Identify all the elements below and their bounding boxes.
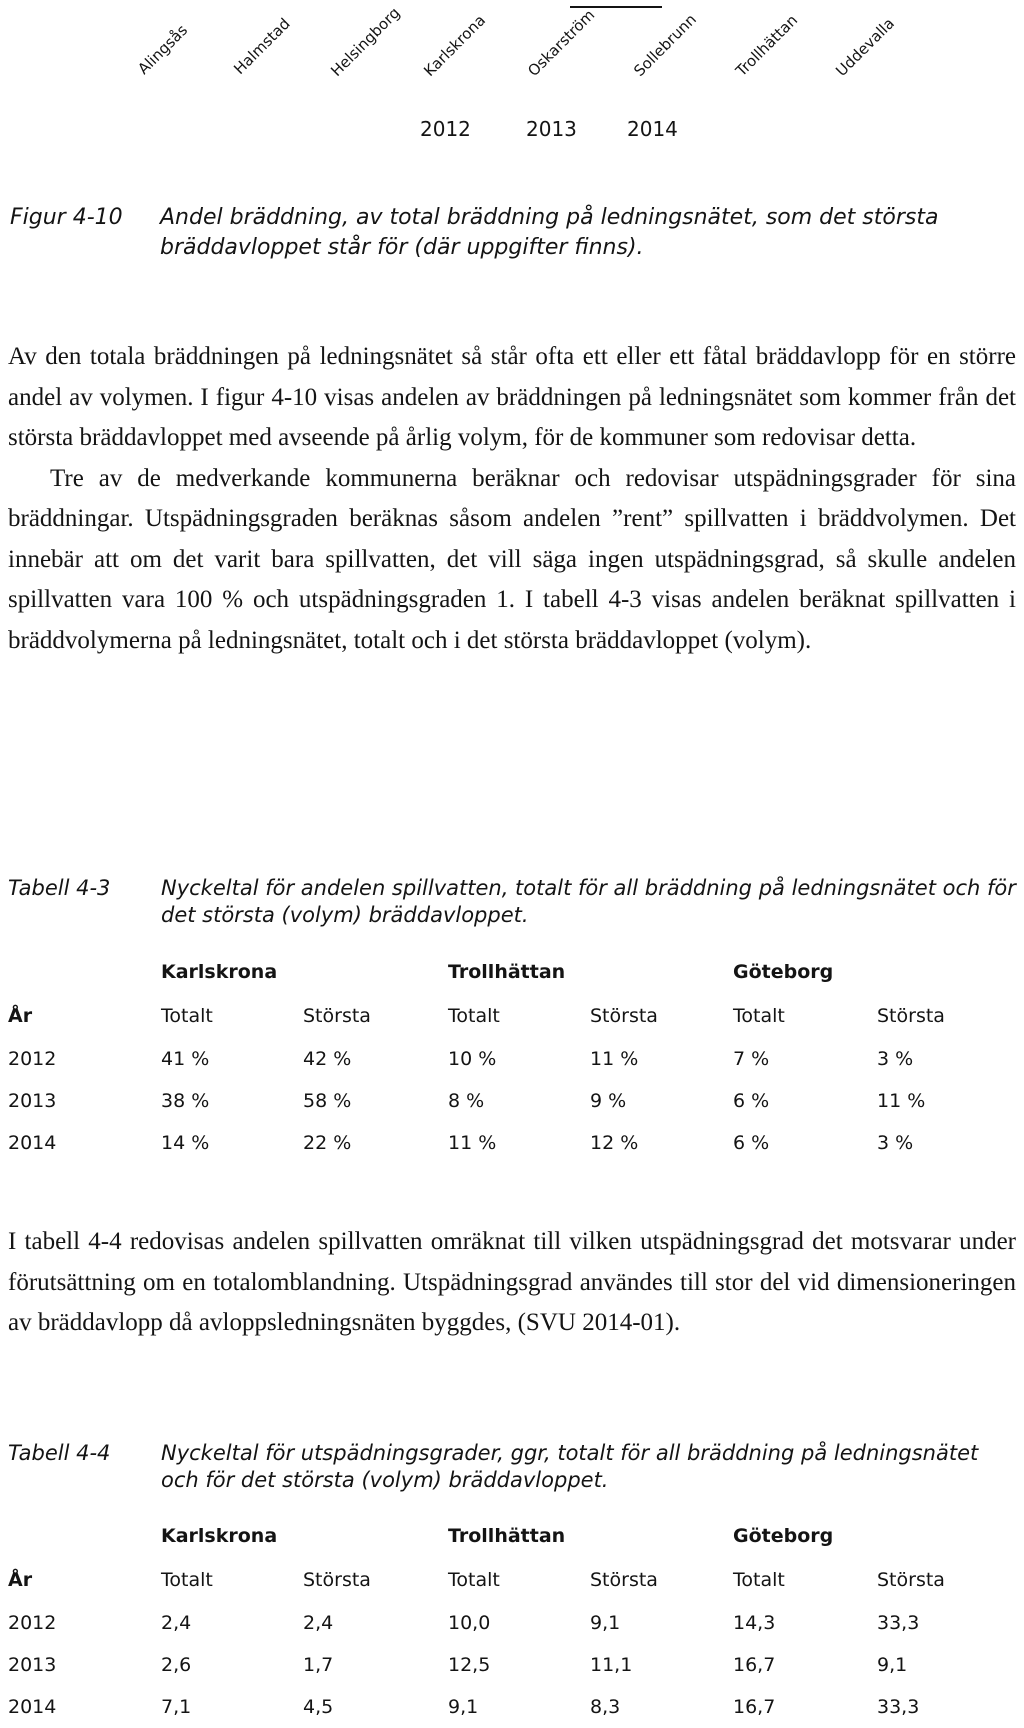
table-column-header: Största bbox=[877, 1005, 945, 1027]
table-row bbox=[8, 1686, 997, 1728]
table-cell: 12 % bbox=[590, 1132, 639, 1154]
table-cell: 14 % bbox=[161, 1132, 210, 1154]
table-group-header: Trollhättan bbox=[448, 1525, 566, 1547]
table-cell: 9 % bbox=[590, 1090, 627, 1112]
figure-caption-label: Figur 4-10 bbox=[10, 205, 123, 230]
table-cell: 3 % bbox=[877, 1048, 914, 1070]
table-cell: 11,1 bbox=[590, 1654, 633, 1676]
table-cell: 9,1 bbox=[590, 1612, 621, 1634]
table-column-header: Totalt bbox=[161, 1005, 213, 1027]
table-cell: 58 % bbox=[303, 1090, 352, 1112]
table-cell: 6 % bbox=[733, 1132, 770, 1154]
table-cell: 11 % bbox=[448, 1132, 497, 1154]
table-cell: 22 % bbox=[303, 1132, 352, 1154]
body-text-block-2 bbox=[8, 1222, 1016, 1344]
table-column-header: Totalt bbox=[733, 1005, 785, 1027]
table-cell: 16,7 bbox=[733, 1654, 776, 1676]
table-column-header: Totalt bbox=[733, 1569, 785, 1591]
table-cell: 8 % bbox=[448, 1090, 485, 1112]
table-cell: 33,3 bbox=[877, 1696, 920, 1718]
table-cell: 7,1 bbox=[161, 1696, 192, 1718]
table-cell: 2013 bbox=[8, 1090, 57, 1112]
legend-entry-2014: 2014 bbox=[627, 117, 678, 141]
table-cell: 41 % bbox=[161, 1048, 210, 1070]
table-4-3 bbox=[8, 950, 997, 1164]
table-column-header: Största bbox=[303, 1569, 371, 1591]
table-group-header: Karlskrona bbox=[161, 1525, 278, 1547]
table-cell: 12,5 bbox=[448, 1654, 491, 1676]
table-cell: 4,5 bbox=[303, 1696, 334, 1718]
table-4-3-label: Tabell 4-3 bbox=[8, 876, 111, 900]
table-4-4-caption-text: Nyckeltal för utspädningsgrader, ggr, totalt för all bräddning på ledningsnätet och för det största (volym) bräddavloppet. bbox=[161, 1441, 979, 1492]
table-4-4 bbox=[8, 1514, 997, 1728]
table-column-header: Största bbox=[590, 1569, 658, 1591]
x-tick-label: Sollebrunn bbox=[630, 10, 700, 80]
table-cell: 2013 bbox=[8, 1654, 57, 1676]
table-cell: 7 % bbox=[733, 1048, 770, 1070]
x-tick-label: Helsingborg bbox=[327, 3, 404, 80]
table-cell: 10 % bbox=[448, 1048, 497, 1070]
table-column-header: Största bbox=[303, 1005, 371, 1027]
table-cell: 16,7 bbox=[733, 1696, 776, 1718]
table-column-header: Totalt bbox=[448, 1005, 500, 1027]
table-cell: 2,4 bbox=[161, 1612, 192, 1634]
x-tick-label: Trollhättan bbox=[732, 11, 802, 80]
body-paragraph: Av den totala bräddningen på ledningsnätet så står ofta ett eller ett fåtal bräddavlopp för en större andel av volymen. I figur 4-10 visas andelen av bräddningen på ledningsnätet som kommer från det största bräddavloppet med avseende på årlig volym, för de kommuner som redovisar detta. bbox=[8, 343, 1016, 451]
chart-fragment bbox=[0, 0, 1024, 150]
table-column-header: Största bbox=[877, 1569, 945, 1591]
body-paragraph: Tre av de medverkande kommunerna beräknar och redovisar utspädningsgrader för sina bräddningar. Utspädningsgraden beräknas såsom andelen ”rent” spillvatten i bräddvolymen. Det innebär att om det varit bara spillvatten, det vill säga ingen utspädningsgrad, så skulle andelen spillvatten vara 100 % och utspädningsgraden 1. I tabell 4-3 visas andelen beräknat spillvatten i bräddvolymerna på ledningsnätet, totalt och i det största bräddavloppet (volym). bbox=[8, 464, 1016, 654]
table-cell: 14,3 bbox=[733, 1612, 776, 1634]
table-cell: 6 % bbox=[733, 1090, 770, 1112]
table-group-header: Göteborg bbox=[733, 961, 834, 983]
table-cell: 3 % bbox=[877, 1132, 914, 1154]
table-group-header: Karlskrona bbox=[161, 961, 278, 983]
x-tick-label: Uddevalla bbox=[832, 14, 898, 80]
table-cell: 10,0 bbox=[448, 1612, 491, 1634]
table-cell: 11 % bbox=[877, 1090, 926, 1112]
table-row bbox=[8, 1602, 997, 1644]
table-4-3-caption-text: Nyckeltal för andelen spillvatten, totalt för all bräddning på ledningsnätet och för det största (volym) bräddavloppet. bbox=[161, 876, 1016, 927]
table-cell: 42 % bbox=[303, 1048, 352, 1070]
figure-caption-text: Andel bräddning, av total bräddning på ledningsnätet, som det största bräddavloppet står för (där uppgifter finns). bbox=[160, 205, 939, 260]
table-group-header: Göteborg bbox=[733, 1525, 834, 1547]
table-cell: 33,3 bbox=[877, 1612, 920, 1634]
legend-entry-2013: 2013 bbox=[526, 117, 577, 141]
table-cell: 2014 bbox=[8, 1132, 57, 1154]
table-row bbox=[8, 1644, 997, 1686]
x-tick-label: Oskarström bbox=[524, 5, 599, 81]
table-cell: 9,1 bbox=[448, 1696, 479, 1718]
table-year-header: År bbox=[8, 1569, 33, 1591]
table-cell: 38 % bbox=[161, 1090, 210, 1112]
table-cell: 2014 bbox=[8, 1696, 57, 1718]
x-tick-label: Halmstad bbox=[230, 14, 294, 79]
table-cell: 2,6 bbox=[161, 1654, 192, 1676]
table-group-header: Trollhättan bbox=[448, 961, 566, 983]
body-text-block-1 bbox=[8, 337, 1016, 661]
table-row bbox=[8, 1122, 997, 1164]
table-year-header: År bbox=[8, 1005, 33, 1027]
x-tick-label: Karlskrona bbox=[420, 11, 490, 81]
table-row bbox=[8, 1038, 997, 1080]
table-cell: 11 % bbox=[590, 1048, 639, 1070]
legend-entry-2012: 2012 bbox=[420, 117, 471, 141]
table-cell: 2,4 bbox=[303, 1612, 334, 1634]
body-paragraph: I tabell 4-4 redovisas andelen spillvatten omräknat till vilken utspädningsgrad det motsvarar under förutsättning om en totalomblandning. Utspädningsgrad användes till stor del vid dimensioneringen av bräddavlopp då avloppsledningsnäten byggdes, (SVU 2014-01). bbox=[8, 1228, 1016, 1336]
x-tick-label: Alingsås bbox=[134, 21, 192, 78]
table-column-header: Största bbox=[590, 1005, 658, 1027]
table-column-header: Totalt bbox=[448, 1569, 500, 1591]
table-cell: 2012 bbox=[8, 1612, 57, 1634]
table-row bbox=[8, 1080, 997, 1122]
table-column-header: Totalt bbox=[161, 1569, 213, 1591]
table-cell: 1,7 bbox=[303, 1654, 334, 1676]
table-cell: 8,3 bbox=[590, 1696, 621, 1718]
table-4-4-label: Tabell 4-4 bbox=[8, 1441, 111, 1465]
table-cell: 2012 bbox=[8, 1048, 57, 1070]
table-cell: 9,1 bbox=[877, 1654, 908, 1676]
